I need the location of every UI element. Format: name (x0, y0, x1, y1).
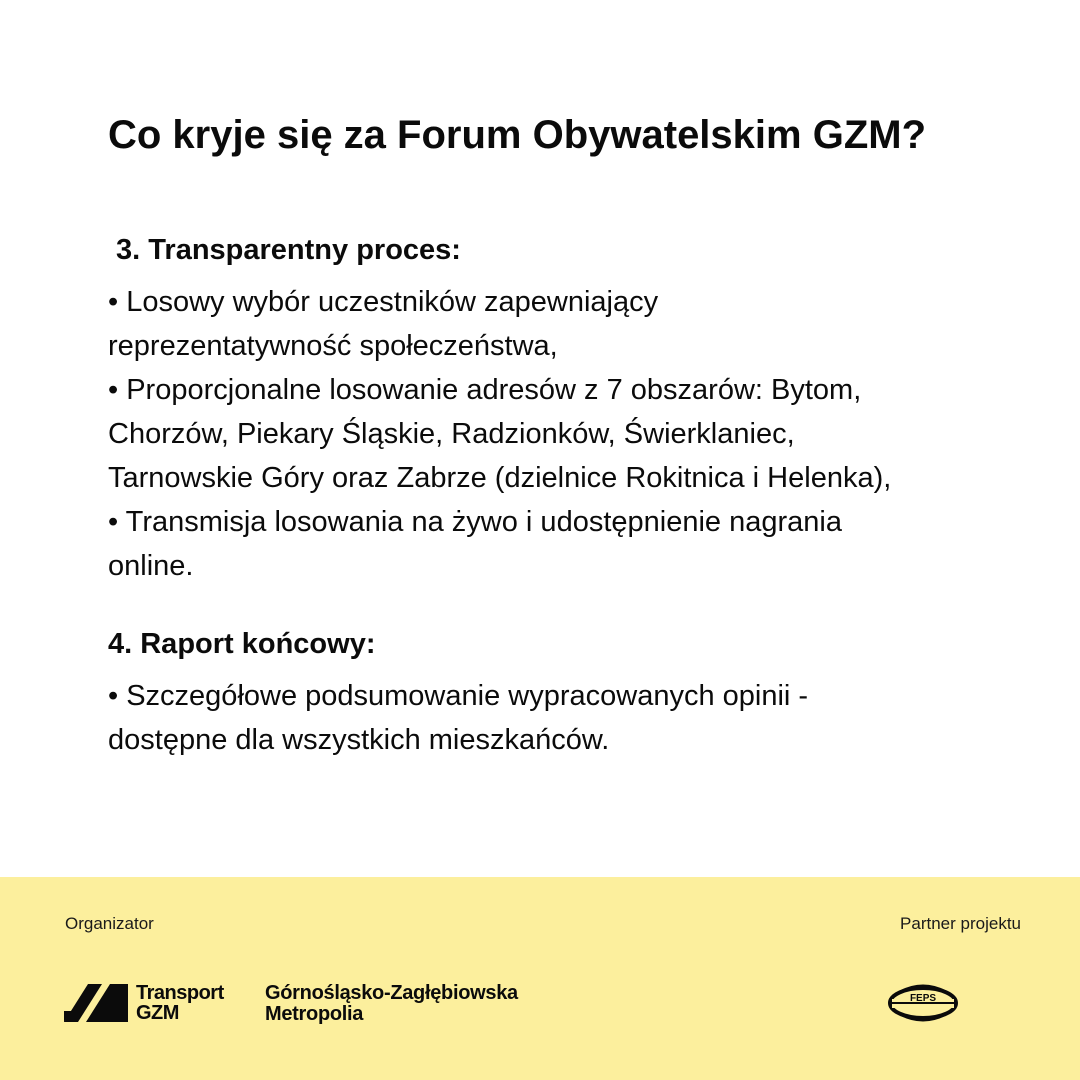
partner-label: Partner projektu (900, 914, 1021, 933)
body-line: online. (108, 550, 194, 582)
section-heading-transparent-process: 3. Transparentny proces: (108, 234, 461, 266)
section-body-final-report (108, 674, 808, 762)
body-line: • Szczegółowe podsumowanie wypracowanych opinii - (108, 680, 809, 712)
metropolia-logo-line: Metropolia (265, 1003, 364, 1025)
organizer-label: Organizator (65, 914, 154, 933)
body-line: Tarnowskie Góry oraz Zabrze (dzielnice Rokitnica i Helenka), (108, 462, 892, 494)
transport-gzm-logo-icon (64, 984, 128, 1022)
transport-gzm-logo-text (136, 983, 224, 1023)
body-line: reprezentatywność społeczeństwa, (108, 330, 558, 362)
transport-logo-line: GZM (136, 1002, 179, 1024)
body-line: Chorzów, Piekary Śląskie, Radzionków, Świerklaniec, (108, 418, 795, 450)
page-title: Co kryje się za Forum Obywatelskim GZM? (108, 113, 927, 157)
feps-logo-icon (886, 982, 960, 1024)
transport-logo-line: Transport (136, 982, 224, 1004)
footer (0, 877, 1080, 1080)
svg-text:FEPS: FEPS (909, 993, 937, 1004)
body-line: dostępne dla wszystkich mieszkańców. (108, 724, 610, 756)
section-body-transparent-process (108, 280, 891, 588)
metropolia-logo-line: Górnośląsko-Zagłębiowska (265, 982, 518, 1004)
section-heading-final-report: 4. Raport końcowy: (108, 628, 376, 660)
body-line: • Transmisja losowania na żywo i udostępnienie nagrania (108, 506, 842, 538)
body-line: • Proporcjonalne losowanie adresów z 7 obszarów: Bytom, (108, 374, 862, 406)
metropolia-logo (265, 983, 518, 1025)
body-line: • Losowy wybór uczestników zapewniający (108, 286, 659, 318)
